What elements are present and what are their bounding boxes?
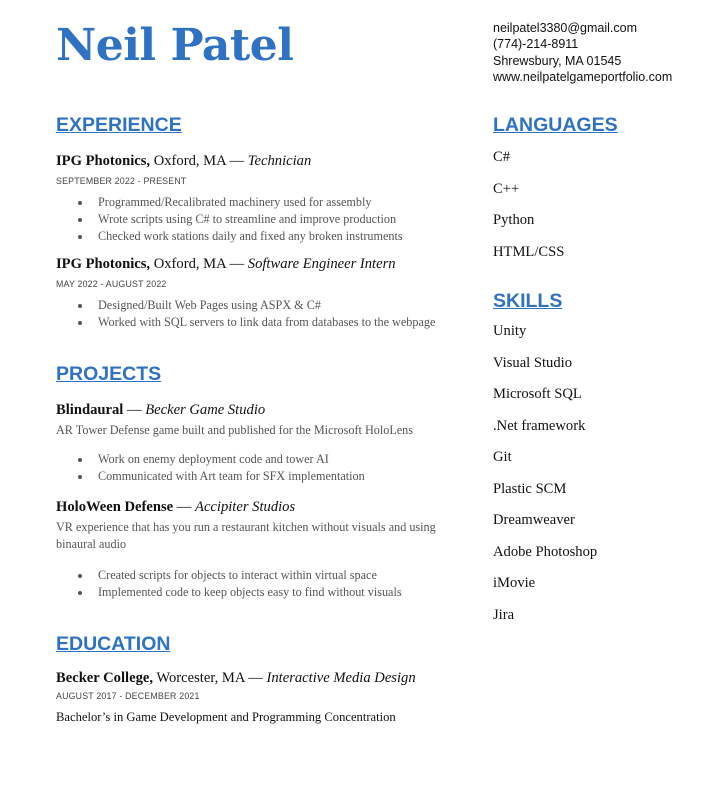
project-studio: Accipiter Studios <box>195 499 296 515</box>
skills-list <box>493 322 693 625</box>
education-heading: EDUCATION <box>56 633 171 655</box>
languages-heading: LANGUAGES <box>493 114 618 136</box>
project-description: VR experience that has you run a restaurant kitchen without visuals and using binaural audio <box>56 520 436 551</box>
job-title <box>56 152 476 171</box>
bullet-item: Designed/Built Web Pages using ASPX & C# <box>56 297 476 314</box>
project-studio: Becker Game Studio <box>145 402 266 418</box>
job-entry <box>56 152 476 245</box>
language-item: C++ <box>493 180 520 197</box>
languages-list <box>493 148 693 262</box>
project-bullets <box>56 567 476 601</box>
projects-heading: PROJECTS <box>56 363 162 385</box>
job-entry <box>56 255 476 331</box>
bullet-item: Created scripts for objects to interact within virtual space <box>56 567 476 584</box>
project-sep: — <box>123 402 146 418</box>
job-bullets <box>56 297 476 331</box>
project-sep: — <box>173 499 196 515</box>
project-description: AR Tower Defense game built and published for the Microsoft HoloLens <box>56 423 414 437</box>
skill-item: .Net framework <box>493 417 586 434</box>
bullet-item: Programmed/Recalibrated machinery used for assembly <box>56 194 476 211</box>
skill-item: Git <box>493 449 512 466</box>
bullet-item: Wrote scripts using C# to streamline and improve production <box>56 211 476 228</box>
skills-heading: SKILLS <box>493 290 563 313</box>
job-role: Software Engineer Intern <box>247 256 396 272</box>
contact-website[interactable]: www.neilpatelgameportfolio.com <box>493 69 673 84</box>
skill-item: Unity <box>493 323 527 340</box>
skill-item: Plastic SCM <box>493 480 567 497</box>
skill-item: Microsoft SQL <box>493 386 582 403</box>
project-entry <box>56 498 476 601</box>
bullet-item: Implemented code to keep objects easy to find without visuals <box>56 584 476 601</box>
project-name: HoloWeen Defense <box>56 499 174 515</box>
job-org: IPG Photonics, <box>56 256 151 272</box>
language-item: C# <box>493 149 511 165</box>
job-title <box>56 255 476 274</box>
skill-item: Adobe Photoshop <box>493 543 598 560</box>
language-item: HTML/CSS <box>493 244 565 261</box>
education-program: Interactive Media Design <box>266 670 416 686</box>
project-title <box>56 401 476 420</box>
project-entry <box>56 401 476 485</box>
education-dates: AUGUST 2017 - DECEMBER 2021 <box>56 691 200 701</box>
resume-name: Neil Patel <box>56 20 294 71</box>
contact-block <box>493 20 672 85</box>
project-name: Blindaural <box>56 402 124 418</box>
skill-item: iMovie <box>493 575 536 592</box>
contact-location: Shrewsbury, MA 01545 <box>493 53 622 68</box>
job-location: Oxford, MA — <box>150 153 248 169</box>
side-column <box>493 112 693 625</box>
bullet-item: Communicated with Art team for SFX implementation <box>56 468 476 485</box>
job-role: Technician <box>247 153 312 169</box>
job-location: Oxford, MA — <box>150 256 248 272</box>
education-school: Becker College, <box>56 670 153 686</box>
main-column <box>56 112 476 726</box>
education-location: Worcester, MA — <box>153 670 267 686</box>
experience-heading: EXPERIENCE <box>56 114 182 136</box>
bullet-item: Work on enemy deployment code and tower AI <box>56 451 476 468</box>
bullet-item: Worked with SQL servers to link data from databases to the webpage <box>56 314 476 331</box>
language-item: Python <box>493 212 535 229</box>
skill-item: Dreamweaver <box>493 512 575 529</box>
contact-phone: (774)-214-8911 <box>493 37 579 52</box>
job-org: IPG Photonics, <box>56 153 151 169</box>
skill-item: Jira <box>493 606 515 623</box>
contact-email[interactable]: neilpatel3380@gmail.com <box>493 21 638 35</box>
education-degree: Bachelor’s in Game Development and Programming Concentration <box>56 710 396 724</box>
education-title <box>56 669 476 688</box>
education-entry <box>56 669 476 726</box>
bullet-item: Checked work stations daily and fixed any broken instruments <box>56 228 476 245</box>
job-dates: SEPTEMBER 2022 - PRESENT <box>56 176 187 186</box>
project-title <box>56 498 476 517</box>
job-dates: MAY 2022 - AUGUST 2022 <box>56 279 167 289</box>
project-bullets <box>56 451 476 485</box>
job-bullets <box>56 194 476 245</box>
skill-item: Visual Studio <box>493 354 572 371</box>
